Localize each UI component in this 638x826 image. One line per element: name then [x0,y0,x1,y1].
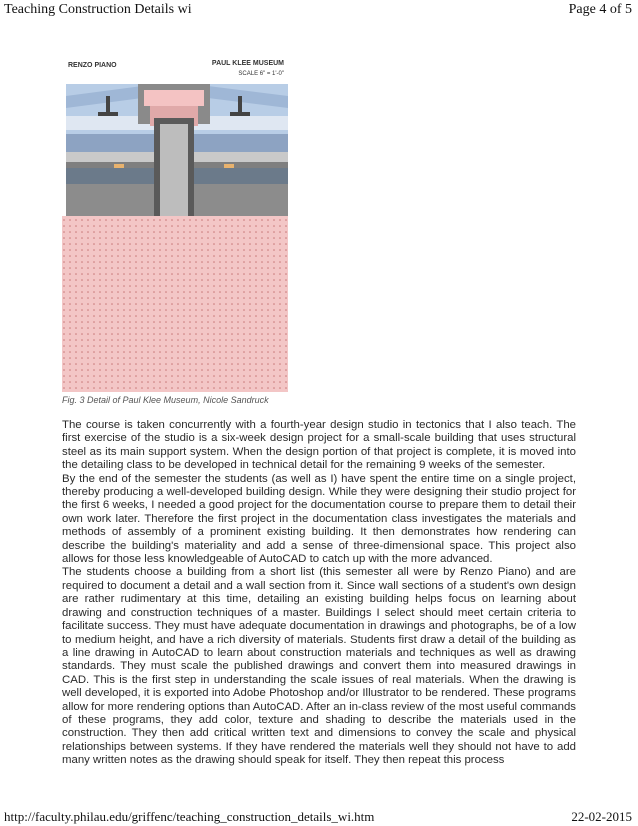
page-header-title: Teaching Construction Details wi [4,2,192,17]
figure-label-left: RENZO PIANO [68,62,117,69]
figure-scale-label: SCALE 6" = 1'-0" [238,71,284,77]
detail-drawing [62,56,288,392]
page-number: Page 4 of 5 [568,2,632,17]
figure-label-right: PAUL KLEE MUSEUM [211,60,284,67]
body-text [62,419,576,768]
footer-url: http://faculty.philau.edu/griffenc/teaching_construction_details_wi.htm [4,809,375,824]
paragraph: The course is taken concurrently with a fourth-year design studio in tectonics that I also teach. The first exercise of the studio is a six-week design project for a small-scale building that uses structural steel as its main support system. When the design portion of that project is complete, it is moved into the detailing class to be developed in technical detail for the remaining 9 weeks of the semester. [62,419,576,472]
detail-drawing-figure [62,56,288,392]
footer-date: 22-02-2015 [571,809,632,824]
paragraph: By the end of the semester the students (as well as I) have spent the entire time on a single project, thereby producing a well-developed building design. While they were designing their studio project for the first 6 weeks, I needed a good project for the documentation course to prepare them to detail their own work later. Therefore the first project in the documentation class investigates the materials and methods of assembly of a prominent existing building. It then demonstrates how rendering can describe the building's materiality and add a sense of three-dimensional space. This project also allows for those less knowledgeable of AutoCAD to catch up with the more advanced. [62,472,576,566]
figure-caption: Fig. 3 Detail of Paul Klee Museum, Nicole Sandruck [62,395,269,405]
paragraph: The students choose a building from a short list (this semester all were by Renzo Piano) and are required to document a detail and a wall section from it. Since wall sections of a student's own design are rather rudimentary at this time, detailing an existing building helps focus on learning about drawing and construction techniques of a master. Buildings I select should meet certain criteria to facilitate success. They must have adequate documentation in drawings and photographs, be of a low to medium height, and have a rich diversity of materials. Students first draw a detail of the building as a line drawing in AutoCAD to learn about construction materials and techniques as well as drawing standards. They must scale the published drawings and convert them into measured drawings in CAD. This is the first step in understanding the scale issues of real materials. When the drawing is well developed, it is exported into Adobe Photoshop and/or Illustrator to be rendered. These programs allow for more rendering options than AutoCAD. After an in-class review of the most useful commands of these programs, they add color, texture and shading to describe the materials used in the construction. They then add critical written text and dimensions to convey the scale and physical relationships between systems. If they have rendered the materials well they should not have to add many written notes as the drawing should speak for itself. They then repeat this process [62,566,576,767]
